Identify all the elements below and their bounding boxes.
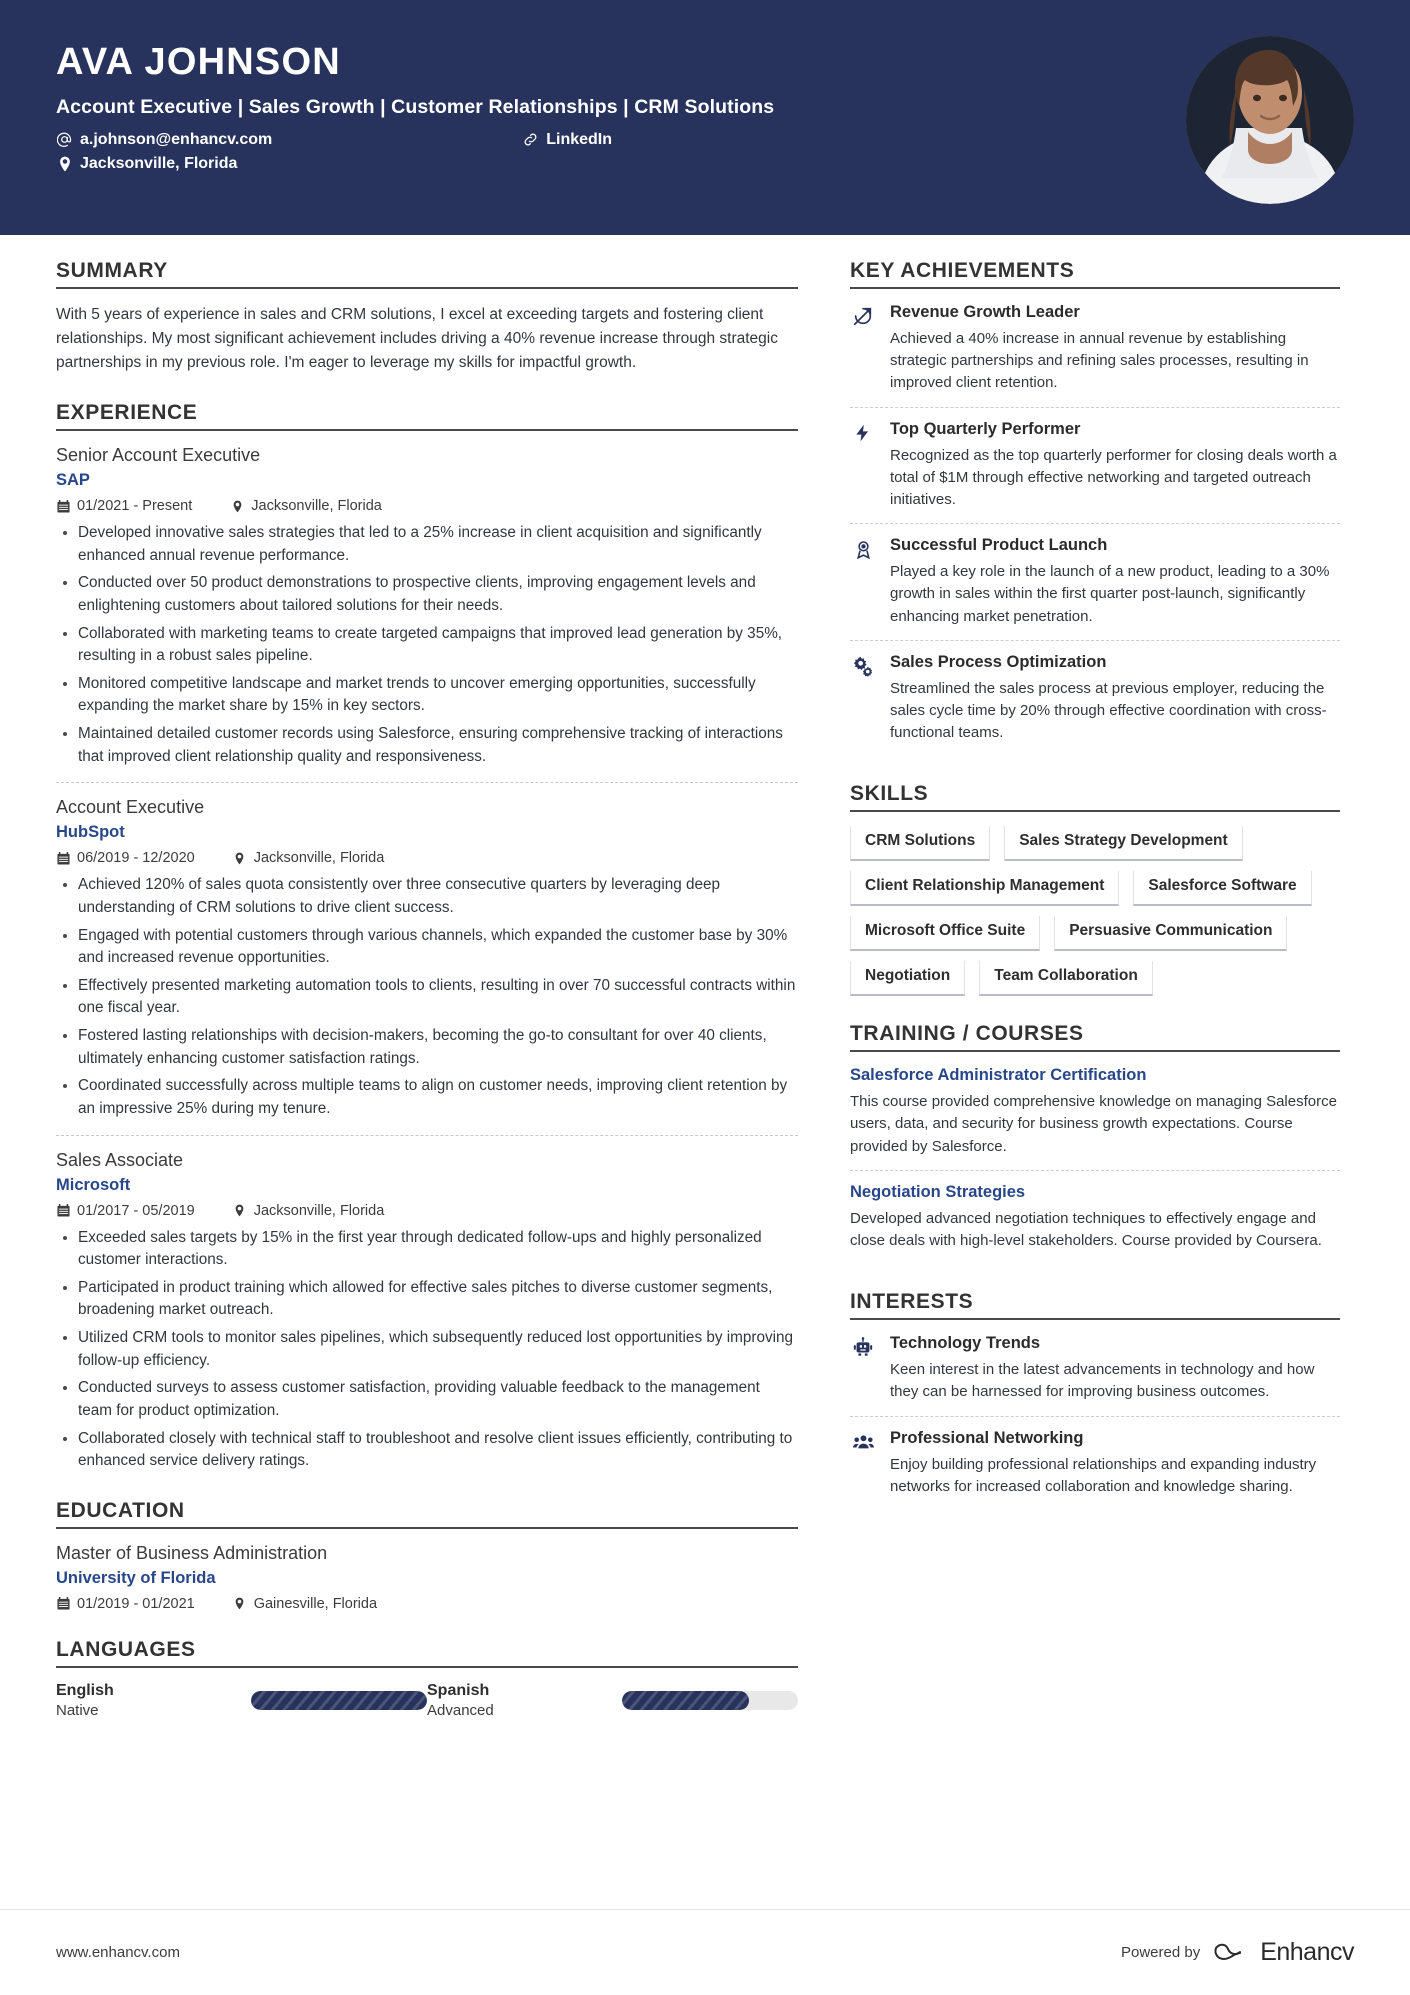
job-bullet: Achieved 120% of sales quota consistently over three consecutive quarters by leveraging deep understanding of CRM solutions to drive client success.: [56, 874, 798, 919]
section-achievements: [850, 259, 1340, 756]
at-icon: [56, 132, 73, 147]
achievement-title: Successful Product Launch: [890, 536, 1108, 555]
skills-list: [850, 826, 1340, 996]
calendar-icon: [56, 1204, 70, 1217]
linkedin-contact[interactable]: [522, 131, 612, 149]
job-bullet: Engaged with potential customers through various channels, which expanded the customer base by 30% and increased revenue opportunities.: [56, 925, 798, 970]
contact-row-1: [56, 131, 1354, 149]
job-meta: [56, 850, 798, 866]
job-meta: [56, 1203, 798, 1219]
powered-by-label: Powered by: [1120, 1944, 1201, 1961]
education-school: University of Florida: [56, 1568, 216, 1587]
page-footer: [0, 1909, 1410, 1995]
linkedin-text: LinkedIn: [546, 130, 613, 148]
languages-title: LANGUAGES: [56, 1638, 798, 1668]
robot-icon: [850, 1334, 876, 1403]
job-dates: [56, 850, 195, 866]
training-title: TRAINING / COURSES: [850, 1022, 1340, 1052]
education-title: EDUCATION: [56, 1499, 798, 1529]
powered-by: [1121, 1938, 1354, 1967]
avatar: [1186, 36, 1354, 204]
gears-icon: [850, 653, 876, 745]
achievement-item: [850, 536, 1340, 641]
skill-chip: Negotiation: [850, 961, 965, 996]
training-item-desc: This course provided comprehensive knowledge on managing Salesforce users, data, and security for business growth expectations. Course provided by Salesforce.: [850, 1093, 1337, 1155]
section-education: [56, 1499, 798, 1612]
education-meta: [56, 1596, 798, 1612]
job-bullet: Developed innovative sales strategies that led to a 25% increase in client acquisition and significantly enhanced annual revenue performance.: [56, 522, 798, 567]
language-progress-bar: [622, 1691, 798, 1710]
divider: [56, 1135, 798, 1136]
education-location-text: Gainesville, Florida: [253, 1595, 378, 1612]
job-bullet: Utilized CRM tools to monitor sales pipelines, which subsequently reduced lost opportunities by improving follow-up efficiency.: [56, 1327, 798, 1372]
job-bullets: [56, 522, 798, 768]
skills-title: SKILLS: [850, 782, 1340, 812]
achievement-title: Sales Process Optimization: [890, 652, 1107, 671]
achievement-desc: Streamlined the sales process at previous employer, reducing the sales cycle time by 20% through effective coordination with cross-functional teams.: [890, 679, 1327, 742]
achievement-item: [850, 653, 1340, 757]
language-labels: [56, 1682, 251, 1719]
email-contact[interactable]: [56, 131, 272, 149]
job-title: Senior Account Executive: [56, 445, 261, 466]
achievements-title: KEY ACHIEVEMENTS: [850, 259, 1340, 289]
footer-url[interactable]: www.enhancv.com: [56, 1944, 180, 1961]
summary-text: With 5 years of experience in sales and CRM solutions, I excel at exceeding targets and fostering client relationships. My most significant achievement includes driving a 40% revenue increase through strategic partnerships in my previous role. I'm eager to leverage my skills for impactful growth.: [56, 306, 778, 372]
skill-chip: Microsoft Office Suite: [850, 916, 1040, 951]
section-training: [850, 1022, 1340, 1264]
location-pin-icon: [233, 1204, 247, 1217]
skill-chip: Persuasive Communication: [1054, 916, 1287, 951]
education-dates-text: 01/2019 - 01/2021: [77, 1595, 195, 1612]
job-location: [233, 850, 385, 866]
achievement-desc: Achieved a 40% increase in annual revenue by establishing strategic partnerships and refining sales processes, resulting in improved client retention.: [890, 330, 1309, 392]
interest-desc: Enjoy building professional relationships and expanding industry networks for increased collaboration and knowledge sharing.: [890, 1455, 1317, 1495]
location-pin-icon: [230, 500, 244, 513]
language-progress-bar: [251, 1691, 427, 1710]
right-column: [850, 259, 1340, 1745]
languages-grid: [56, 1682, 798, 1719]
calendar-icon: [56, 500, 70, 513]
achievement-body: [890, 653, 1340, 745]
link-icon: [522, 132, 539, 147]
interest-item: [850, 1334, 1340, 1416]
section-experience: [56, 401, 798, 1473]
job-meta: [56, 498, 798, 514]
summary-title: SUMMARY: [56, 259, 798, 289]
skill-chip: CRM Solutions: [850, 826, 990, 861]
education-dates: [56, 1596, 195, 1612]
job-location-text: Jacksonville, Florida: [253, 850, 385, 867]
achievement-body: [890, 420, 1340, 512]
experience-item: [56, 445, 798, 768]
job-company: SAP: [56, 471, 90, 490]
language-labels: [427, 1682, 622, 1719]
job-location: [233, 1203, 385, 1219]
language-progress-fill: [251, 1691, 427, 1710]
interest-body: [890, 1334, 1340, 1403]
calendar-icon: [56, 1597, 70, 1610]
job-dates: [56, 1203, 195, 1219]
interest-title: Professional Networking: [890, 1428, 1084, 1447]
resume-header: [0, 0, 1410, 235]
job-location: [230, 498, 382, 514]
contact-row-2: [56, 155, 1354, 173]
section-interests: [850, 1290, 1340, 1510]
achievement-desc: Played a key role in the launch of a new product, leading to a 30% growth in sales within the first quarter post-launch, significantly enhancing market penetration.: [890, 563, 1330, 625]
left-column: [56, 259, 798, 1745]
language-name: English: [56, 1681, 114, 1699]
award-medal-icon: [850, 536, 876, 628]
job-dates-text: 06/2019 - 12/2020: [77, 850, 195, 867]
location-contact: [56, 155, 237, 173]
job-bullet: Monitored competitive landscape and market trends to uncover emerging opportunities, successfully expanding the market share by 15% in key sectors.: [56, 673, 798, 718]
training-item: [850, 1066, 1340, 1171]
header-role: Account Executive | Sales Growth | Customer Relationships | CRM Solutions: [56, 95, 775, 118]
achievement-title: Top Quarterly Performer: [890, 419, 1081, 438]
job-bullet: Coordinated successfully across multiple teams to align on customer needs, improving client retention by an impressive 25% during my tenure.: [56, 1075, 798, 1120]
job-dates-text: 01/2021 - Present: [77, 498, 193, 515]
language-item: [427, 1682, 798, 1719]
education-degree: Master of Business Administration: [56, 1542, 328, 1563]
job-bullet: Effectively presented marketing automation tools to clients, resulting in over 70 successful contracts within one fiscal year.: [56, 975, 798, 1020]
job-bullet: Exceeded sales targets by 15% in the first year through dedicated follow-ups and highly personalized customer interactions.: [56, 1227, 798, 1272]
divider: [56, 782, 798, 783]
language-level: Native: [56, 1701, 99, 1719]
language-name: Spanish: [427, 1681, 490, 1699]
job-title: Sales Associate: [56, 1149, 184, 1170]
location-pin-icon: [56, 156, 73, 172]
job-bullet: Collaborated with marketing teams to create targeted campaigns that improved lead generation by 35%, resulting in a robust sales pipeline.: [56, 623, 798, 668]
section-skills: [850, 782, 1340, 996]
achievement-title: Revenue Growth Leader: [890, 303, 1080, 321]
achievement-item: [850, 303, 1340, 408]
achievement-item: [850, 420, 1340, 525]
training-item-title: Salesforce Administrator Certification: [850, 1066, 1147, 1085]
lightning-bolt-icon: [850, 420, 876, 512]
achievement-desc: Recognized as the top quarterly performer for closing deals worth a total of $1M through effective networking and targeted outreach initiatives.: [890, 446, 1337, 508]
education-location: [233, 1596, 377, 1612]
job-bullets: [56, 874, 798, 1120]
interests-title: INTERESTS: [850, 1290, 1340, 1320]
job-bullet: Maintained detailed customer records using Salesforce, ensuring comprehensive tracking of interactions that improved client relationship quality and responsiveness.: [56, 723, 798, 768]
interest-body: [890, 1429, 1340, 1498]
job-bullet: Participated in product training which allowed for effective sales pitches to diverse customer segments, broadening market outreach.: [56, 1277, 798, 1322]
interest-title: Technology Trends: [890, 1334, 1041, 1353]
job-dates-text: 01/2017 - 05/2019: [77, 1202, 195, 1219]
training-item: [850, 1183, 1340, 1264]
experience-item: [56, 1150, 798, 1473]
skill-chip: Client Relationship Management: [850, 871, 1119, 906]
job-location-text: Jacksonville, Florida: [251, 498, 382, 515]
achievement-body: [890, 303, 1340, 395]
location-pin-icon: [233, 1597, 247, 1610]
language-progress-fill: [622, 1691, 749, 1710]
people-group-icon: [850, 1429, 876, 1498]
resume-body: [0, 235, 1410, 1745]
training-item-desc: Developed advanced negotiation techniques to effectively engage and close deals with high-level stakeholders. Course provided by Coursera.: [850, 1209, 1322, 1249]
job-bullets: [56, 1227, 798, 1473]
education-item: [56, 1543, 798, 1612]
job-bullet: Conducted over 50 product demonstrations to prospective clients, improving engagement levels and enlightening customers about tailored solutions for their needs.: [56, 572, 798, 617]
email-text: a.johnson@enhancv.com: [80, 130, 273, 148]
experience-item: [56, 797, 798, 1120]
section-summary: [56, 259, 798, 375]
location-pin-icon: [233, 852, 247, 865]
achievement-body: [890, 536, 1340, 628]
training-item-title: Negotiation Strategies: [850, 1182, 1026, 1201]
job-bullet: Fostered lasting relationships with decision-makers, becoming the go-to consultant for over 40 clients, ultimately enhancing customer satisfaction ratings.: [56, 1025, 798, 1070]
job-location-text: Jacksonville, Florida: [253, 1202, 385, 1219]
enhancv-wordmark: Enhancv: [1260, 1938, 1354, 1966]
language-level: Advanced: [427, 1701, 494, 1719]
calendar-icon: [56, 852, 70, 865]
section-languages: [56, 1638, 798, 1719]
experience-title: EXPERIENCE: [56, 401, 798, 431]
job-company: Microsoft: [56, 1175, 131, 1194]
location-text: Jacksonville, Florida: [80, 154, 238, 172]
job-dates: [56, 498, 192, 514]
job-title: Account Executive: [56, 797, 205, 818]
skill-chip: Sales Strategy Development: [1004, 826, 1242, 861]
enhancv-logo: [1212, 1938, 1354, 1967]
target-arrow-icon: [850, 303, 876, 395]
skill-chip: Team Collaboration: [979, 961, 1153, 996]
page-title: AVA JOHNSON: [56, 41, 341, 83]
job-company: HubSpot: [56, 823, 125, 842]
job-bullet: Collaborated closely with technical staff to troubleshoot and resolve client issues efficiently, contributing to enhanced service delivery ratings.: [56, 1428, 798, 1473]
interest-desc: Keen interest in the latest advancements in technology and how they can be harnessed for improving business outcomes.: [890, 1361, 1315, 1401]
skill-chip: Salesforce Software: [1133, 871, 1311, 906]
interest-item: [850, 1429, 1340, 1510]
job-bullet: Conducted surveys to assess customer satisfaction, providing valuable feedback to the management team for product optimization.: [56, 1377, 798, 1422]
language-item: [56, 1682, 427, 1719]
